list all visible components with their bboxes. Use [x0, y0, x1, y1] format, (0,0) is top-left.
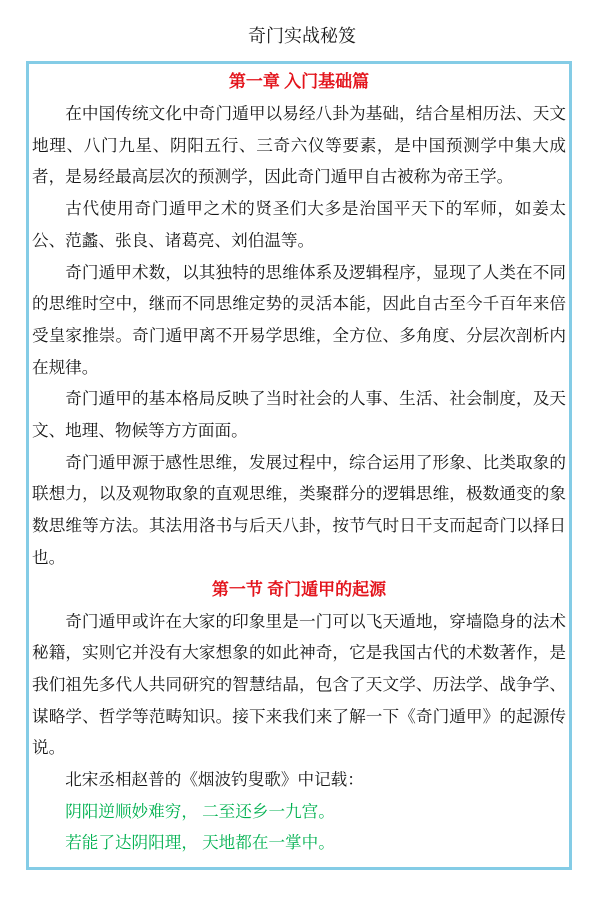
quote-intro: 北宋丞相赵普的《烟波钓叟歌》中记载：	[65, 770, 364, 790]
paragraph: 奇门遁甲或许在大家的印象里是一门可以飞天遁地，穿墙隐身的法术秘籍，实则它并没有大家想象的如此神奇，它是我国古代的术数著作，是我们祖先多代人共同研究的智慧结晶，包含了天文学、历法学、战争学、谋略学、哲学等范畴知识。接下来我们来了解一下《奇门遁甲》的起源传说。	[32, 611, 566, 758]
page-title: 奇门实战秘笈	[248, 26, 356, 46]
paragraph: 古代使用奇门遁甲之术的贤圣们大多是治国平天下的军师，如姜太公、范蠡、张良、诸葛亮、刘伯温等。	[32, 199, 566, 250]
paragraph: 在中国传统文化中奇门遁甲以易经八卦为基础，结合星相历法、天文地理、八门九星、阴阳五行、三奇六仪等要素，是中国预测学中集大成者，是易经最高层次的预测学，因此奇门遁甲自古被称为帝王学。	[32, 104, 566, 187]
verse-line: 若能了达阴阳理， 天地都在一掌中。	[65, 833, 335, 853]
section-heading: 第一节 奇门遁甲的起源	[211, 579, 387, 599]
chapter-heading: 第一章 入门基础篇	[228, 72, 370, 91]
paragraph: 奇门遁甲术数，以其独特的思维体系及逻辑程序，显现了人类在不同的思维时空中，继而不同思维定势的灵活本能，因此自古至今千百年来倍受皇家推崇。奇门遁甲离不开易学思维，全方位、多角度、分层次剖析内在规律。	[32, 262, 566, 377]
paragraph: 奇门遁甲的基本格局反映了当时社会的人事、生活、社会制度，及天文、地理、物候等方方面面。	[32, 389, 566, 441]
paragraph: 奇门遁甲源于感性思维，发展过程中，综合运用了形象、比类取象的联想力，以及观物取象的直观思维，类聚群分的逻辑思维，极数通变的象数思维等方法。其法用洛书与后天八卦，按节气时日干支而起奇门以择日也。	[32, 452, 566, 567]
content-frame	[26, 61, 572, 870]
verse-line: 阴阳逆顺妙难穷， 二至还乡一九宫。	[65, 801, 335, 821]
